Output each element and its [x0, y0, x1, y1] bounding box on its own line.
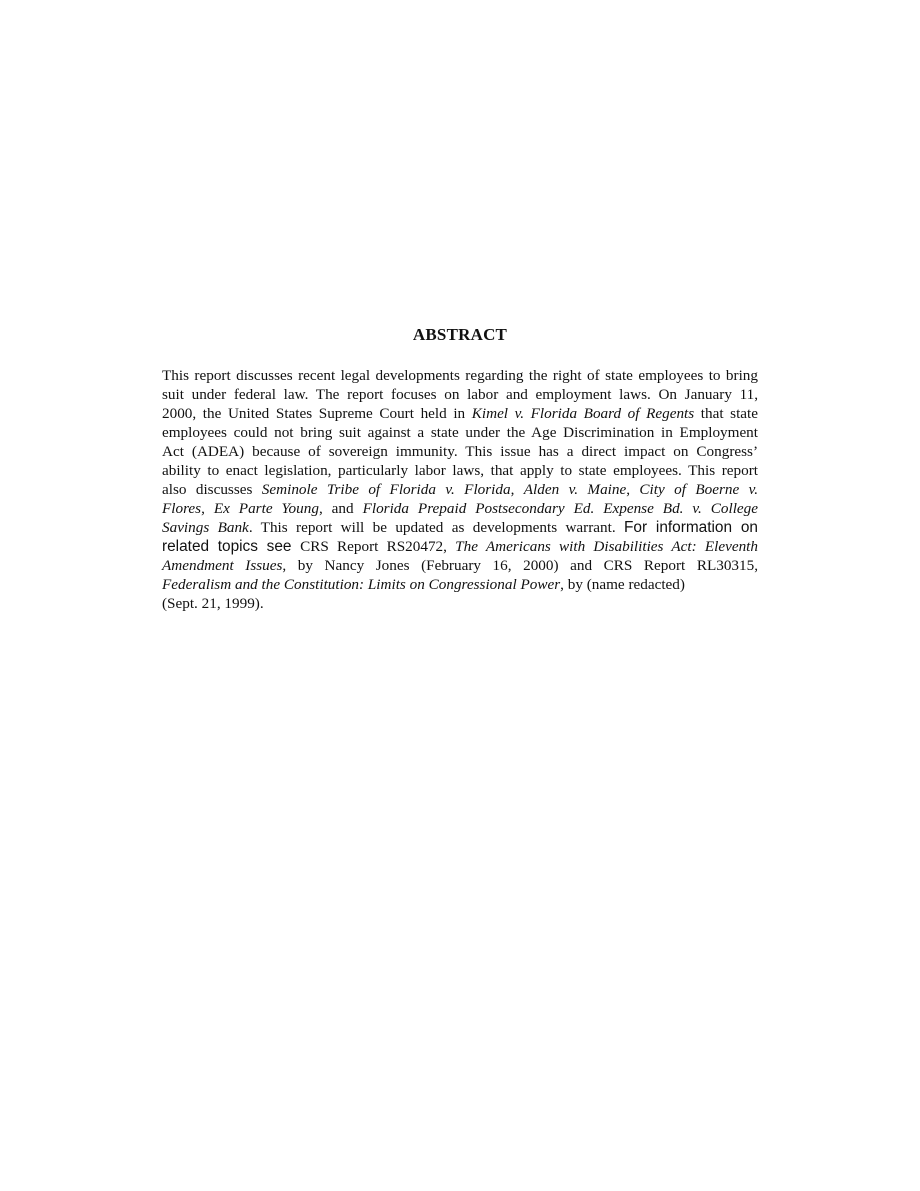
- abstract-text: This report discusses recent legal developments regarding the right of state employees to bring: [162, 367, 758, 384]
- citation-text: Federalism and the Constitution: Limits on Congressional Power: [162, 576, 561, 593]
- abstract-text: related topics see: [162, 538, 301, 555]
- abstract-text: , and: [318, 500, 363, 517]
- abstract-text: ,: [201, 500, 214, 517]
- abstract-text: suit under federal law. The report focuses on labor and employment laws. On January 11,: [162, 386, 758, 403]
- abstract-line: [162, 385, 758, 404]
- abstract-text: For information on: [623, 519, 758, 536]
- abstract-text: that state: [694, 405, 759, 422]
- abstract-text: (Sept. 21, 1999).: [162, 595, 264, 612]
- abstract-line: [162, 423, 758, 442]
- abstract-text: ,: [510, 481, 524, 498]
- abstract-text: Act (ADEA) because of sovereign immunity. This issue has a direct impact on Congress’: [162, 443, 758, 460]
- abstract-text: 2000, the United States Supreme Court held in: [162, 405, 472, 422]
- abstract-line: [162, 461, 758, 480]
- abstract-heading: ABSTRACT: [412, 325, 508, 344]
- abstract-text: employees could not bring suit against a state under the Age Discrimination in Employment: [162, 424, 758, 441]
- abstract-text: CRS Report RS20472,: [300, 538, 456, 555]
- abstract-line: [162, 404, 758, 423]
- abstract-text: , by Nancy Jones (February 16, 2000) and CRS Report RL30315,: [282, 557, 758, 574]
- citation-text: Kimel v. Florida Board of Regents: [471, 405, 695, 422]
- citation-text: Seminole Tribe of Florida v. Florida: [261, 481, 511, 498]
- abstract-line: [162, 537, 758, 556]
- abstract-line: [162, 556, 758, 575]
- abstract-body: [162, 366, 758, 613]
- citation-text: Ex Parte Young: [213, 500, 319, 517]
- abstract-line: [162, 366, 758, 385]
- abstract-text: ,: [626, 481, 640, 498]
- abstract-line: [162, 575, 758, 594]
- abstract-text: , by (name redacted): [560, 576, 685, 593]
- citation-text: Amendment Issues: [162, 557, 283, 574]
- abstract-text: ability to enact legislation, particularly labor laws, that apply to state employees. This report: [162, 462, 758, 479]
- citation-text: Flores: [162, 500, 202, 517]
- abstract-text: also discusses: [162, 481, 262, 498]
- abstract-line: [162, 518, 758, 537]
- citation-text: Savings Bank: [162, 519, 249, 536]
- abstract-line: [162, 499, 758, 518]
- citation-text: The Americans with Disabilities Act: Eleventh: [455, 538, 758, 555]
- abstract-text: . This report will be updated as developments warrant.: [248, 519, 624, 536]
- abstract-line: [162, 480, 758, 499]
- abstract-line: [162, 594, 758, 613]
- citation-text: Alden v. Maine: [523, 481, 627, 498]
- citation-text: Florida Prepaid Postsecondary Ed. Expense Bd. v. College: [362, 500, 759, 517]
- citation-text: City of Boerne v.: [639, 481, 759, 498]
- abstract-line: [162, 442, 758, 461]
